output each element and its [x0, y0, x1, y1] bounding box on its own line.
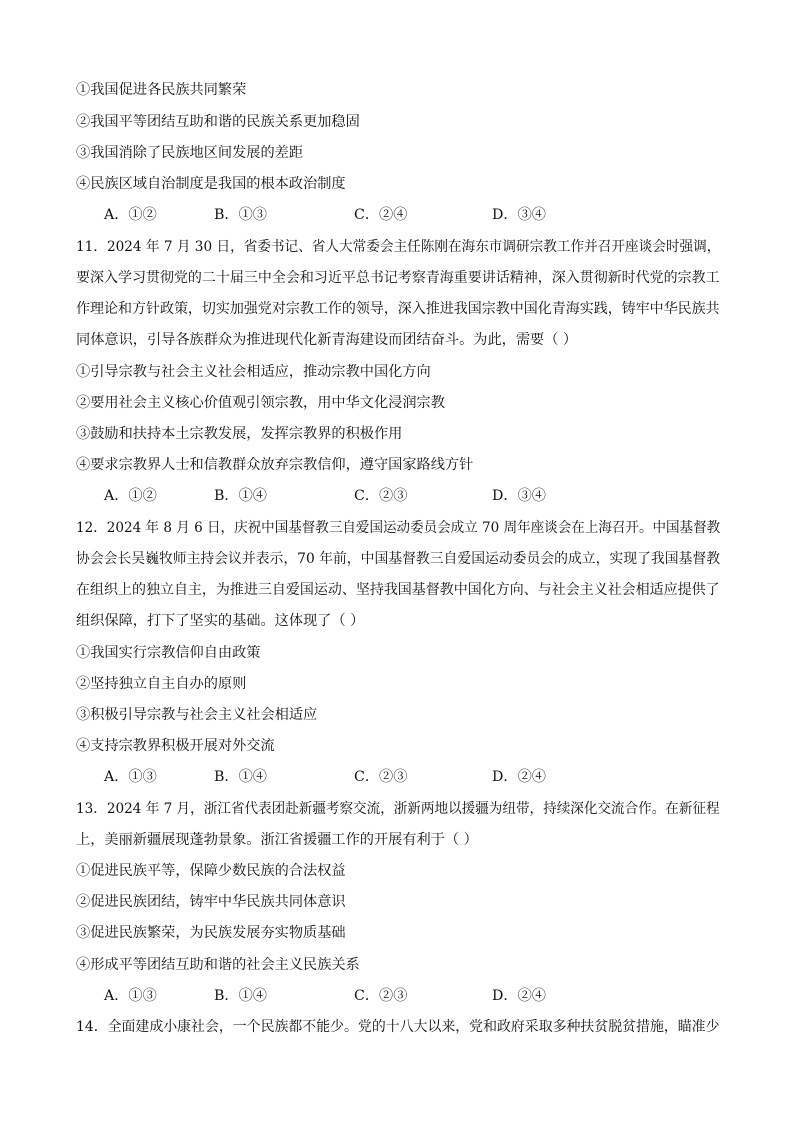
q13-option-d[interactable]: D．②④ — [492, 988, 546, 1004]
q11-stem-line-3: 作理论和方针政策，切实加强党对宗教工作的领导，深入推进我国宗教中国化青海实践，铸牢中华民族共 — [76, 301, 720, 317]
q11-statement-4: ④要求宗教界人士和信教群众放弃宗教信仰，遵守国家路线方针 — [76, 457, 474, 473]
q12-option-c[interactable]: C．②③ — [354, 769, 408, 785]
q10-statement-1: ①我国促进各民族共同繁荣 — [76, 82, 247, 98]
q13-statement-4: ④形成平等团结互助和谐的社会主义民族关系 — [76, 957, 360, 973]
q13-statement-2: ②促进民族团结，铸牢中华民族共同体意识 — [76, 894, 346, 910]
q11-statement-3: ③鼓励和扶持本土宗教发展，发挥宗教界的积极作用 — [76, 426, 403, 442]
q10-statement-4: ④民族区域自治制度是我国的根本政治制度 — [76, 176, 346, 192]
q13-stem-line-2: 上，美丽新疆展现蓬勃景象。浙江省援疆工作的开展有利于（ ） — [76, 832, 478, 848]
q10-option-d[interactable]: D．③④ — [492, 207, 546, 223]
q11-option-b[interactable]: B．①④ — [214, 488, 267, 504]
q11-statement-1: ①引导宗教与社会主义社会相适应，推动宗教中国化方向 — [76, 364, 431, 380]
q13-option-b[interactable]: B．①④ — [214, 988, 267, 1004]
q12-stem-line-4: 组织保障，打下了坚实的基础。这体现了（ ） — [76, 613, 365, 629]
q11-stem-line-4: 同体意识，引导各族群众为推进现代化新青海建设而团结奋斗。为此，需要（ ） — [76, 332, 578, 348]
q10-statement-2: ②我国平等团结互助和谐的民族关系更加稳固 — [76, 114, 360, 130]
q11-statement-2: ②要用社会主义核心价值观引领宗教，用中华文化浸润宗教 — [76, 395, 445, 411]
q10-option-a[interactable]: A．①② — [104, 207, 157, 223]
q11-stem-line-1: 11．2024 年 7 月 30 日，省委书记、省人大常委会主任陈刚在海东市调研宗教工作并召开座谈会时强调， — [76, 239, 721, 255]
q10-option-c[interactable]: C．②④ — [354, 207, 408, 223]
q13-option-a[interactable]: A．①③ — [104, 988, 157, 1004]
q13-stem-line-1: 13．2024 年 7 月，浙江省代表团赴新疆考察交流，浙新两地以援疆为纽带，持续深化交流合作。在新征程 — [76, 801, 720, 817]
q12-option-a[interactable]: A．①③ — [104, 769, 157, 785]
q11-stem-line-2: 要深入学习贯彻党的二十届三中全会和习近平总书记考察青海重要讲话精神，深入贯彻新时代党的宗教工 — [76, 270, 720, 286]
q13-statement-1: ①促进民族平等，保障少数民族的合法权益 — [76, 863, 346, 879]
q10-statement-3: ③我国消除了民族地区间发展的差距 — [76, 145, 304, 161]
q12-statement-2: ②坚持独立自主自办的原则 — [76, 676, 247, 692]
q13-option-c[interactable]: C．②③ — [354, 988, 408, 1004]
q12-stem-line-1: 12．2024 年 8 月 6 日，庆祝中国基督教三自爱国运动委员会成立 70 周年座谈会在上海召开。中国基督教 — [76, 520, 721, 536]
q11-option-c[interactable]: C．②③ — [354, 488, 408, 504]
q12-option-b[interactable]: B．①④ — [214, 769, 267, 785]
q10-option-b[interactable]: B．①③ — [214, 207, 267, 223]
q14-stem-line-1: 14．全面建成小康社会，一个民族都不能少。党的十八大以来，党和政府采取多种扶贫脱贫措施，瞄准少 — [76, 1019, 720, 1035]
q13-statement-3: ③促进民族繁荣，为民族发展夯实物质基础 — [76, 925, 346, 941]
q12-statement-3: ③积极引导宗教与社会主义社会相适应 — [76, 707, 318, 723]
q11-option-d[interactable]: D．③④ — [492, 488, 546, 504]
q11-option-a[interactable]: A．①② — [104, 488, 157, 504]
q12-option-d[interactable]: D．②④ — [492, 769, 546, 785]
q12-stem-line-3: 在组织上的独立自主，为推进三自爱国运动、坚持我国基督教中国化方向、与社会主义社会相适应提供了 — [76, 582, 720, 598]
q12-statement-1: ①我国实行宗教信仰自由政策 — [76, 645, 261, 661]
q12-stem-line-2: 协会会长吴巍牧师主持会议并表示，70 年前，中国基督教三自爱国运动委员会的成立，实现了我国基督教 — [76, 551, 721, 567]
q12-statement-4: ④支持宗教界积极开展对外交流 — [76, 738, 275, 754]
